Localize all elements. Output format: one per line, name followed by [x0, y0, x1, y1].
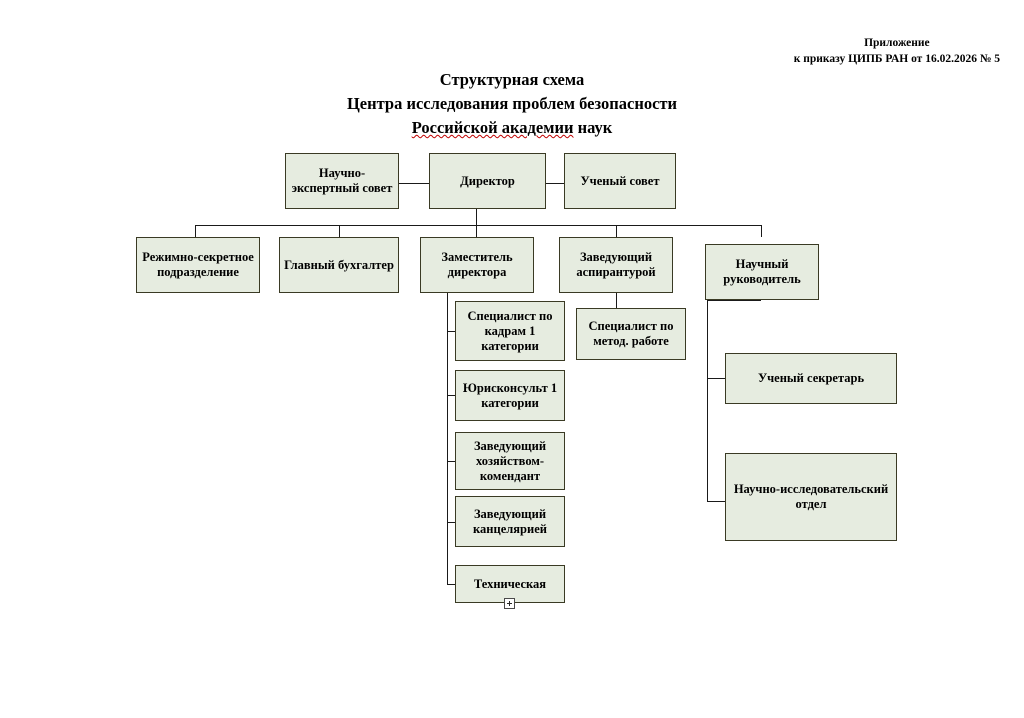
- node-legal-adviser[interactable]: [455, 370, 565, 421]
- connector-director-expert-council: [399, 183, 429, 184]
- connector-deputy-to-household: [447, 461, 455, 462]
- connector-drop-scientific-supervisor: [761, 225, 762, 237]
- node-scientific-expert-council[interactable]: [285, 153, 399, 209]
- connector-deputy-to-office: [447, 522, 455, 523]
- header-note: [794, 36, 1000, 67]
- connector-supervisor-to-secretary: [707, 378, 725, 379]
- connector-supervisor-spine-top: [707, 300, 761, 301]
- node-academic-secretary-label: Ученый секретарь: [757, 371, 865, 385]
- connector-deputy-to-legal: [447, 395, 455, 396]
- node-head-postgraduate[interactable]: [559, 237, 673, 293]
- node-research-department[interactable]: [725, 453, 897, 541]
- node-director[interactable]: [429, 153, 546, 209]
- node-chief-accountant-label: Главный бухгалтер: [284, 257, 394, 272]
- node-deputy-director[interactable]: [420, 237, 534, 293]
- node-research-department-label: Научно-исследовательский отдел: [733, 482, 889, 511]
- node-head-household-label: Заведующий хозяйством-комендант: [473, 438, 547, 483]
- connector-drop-secret-unit: [195, 225, 196, 237]
- title-line-1: Структурная схема: [439, 70, 585, 89]
- connector-director-stem: [476, 209, 477, 225]
- node-technical-label: Техническая: [473, 576, 547, 591]
- node-hr-specialist-label: Специалист по кадрам 1 категории: [467, 308, 553, 353]
- connector-supervisor-to-research: [707, 501, 725, 502]
- connector-director-academic-council: [546, 183, 564, 184]
- expand-plus-icon[interactable]: [504, 598, 515, 609]
- node-head-household[interactable]: [455, 432, 565, 490]
- connector-deputy-spine: [447, 288, 448, 584]
- connector-drop-chief-accountant: [339, 225, 340, 237]
- node-method-specialist[interactable]: [576, 308, 686, 360]
- node-head-postgraduate-label: Заведующий аспирантурой: [576, 250, 656, 279]
- node-academic-council-label: Ученый совет: [580, 173, 660, 188]
- node-chief-accountant[interactable]: [279, 237, 399, 293]
- node-deputy-director-label: Заместитель директора: [441, 250, 513, 279]
- node-secret-unit-label: Режимно-секретное подразделение: [142, 250, 254, 279]
- title-line-2: Центра исследования проблем безопасности: [346, 93, 678, 113]
- node-hr-specialist[interactable]: [455, 301, 565, 361]
- title-line-3: [0, 116, 1024, 140]
- node-academic-council[interactable]: [564, 153, 676, 209]
- connector-drop-deputy-director: [476, 225, 477, 237]
- node-scientific-supervisor-label: Научный руководитель: [723, 257, 801, 286]
- node-scientific-expert-council-label: Научно-экспертный совет: [291, 166, 393, 195]
- node-secret-unit[interactable]: [136, 237, 260, 293]
- title-line-3-spellchecked: Российской академии: [411, 117, 574, 137]
- node-legal-adviser-label: Юрисконсульт 1 категории: [462, 380, 558, 410]
- connector-deputy-to-technical: [447, 584, 455, 585]
- page-title: [0, 68, 1024, 140]
- connector-drop-head-postgraduate: [616, 225, 617, 237]
- connector-main-bus: [195, 225, 761, 226]
- node-scientific-supervisor[interactable]: [705, 244, 819, 300]
- header-note-line2: к приказу ЦИПБ РАН от 16.02.2026 № 5: [793, 52, 1000, 65]
- title-line-3-rest: наук: [573, 117, 613, 137]
- node-method-specialist-label: Специалист по метод. работе: [588, 319, 674, 348]
- connector-deputy-to-hr: [447, 331, 455, 332]
- node-academic-secretary[interactable]: [725, 353, 897, 404]
- node-director-label: Директор: [460, 173, 515, 188]
- node-head-office-label: Заведующий канцелярией: [473, 506, 547, 536]
- node-head-office[interactable]: [455, 496, 565, 547]
- header-note-line1: Приложение: [864, 37, 930, 49]
- connector-supervisor-spine: [707, 300, 708, 501]
